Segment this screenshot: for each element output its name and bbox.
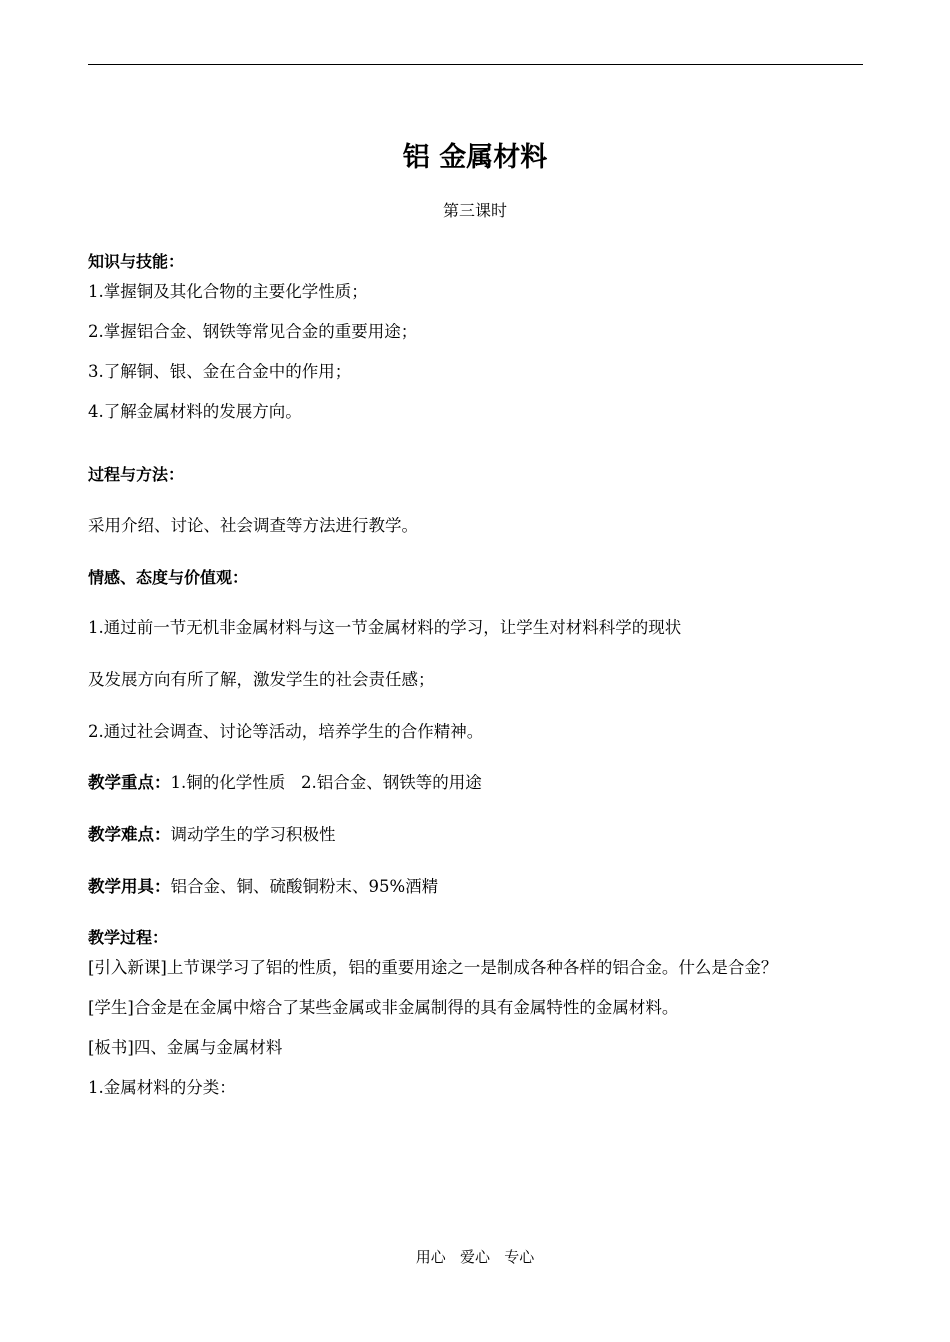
- emotion-item: 及发展方向有所了解，激发学生的社会责任感；: [88, 670, 435, 689]
- procedure-line: [引入新课]上节课学习了铝的性质，铝的重要用途之一是制成各种各样的铝合金。什么是合金？: [88, 958, 778, 977]
- key-points-label: 教学重点：: [88, 773, 171, 792]
- page-title: 铝 金属材料: [402, 142, 548, 173]
- difficulty-text: 调动学生的学习积极性: [170, 825, 336, 844]
- tools-line: [88, 876, 438, 898]
- header-rule: [88, 64, 863, 65]
- emotion-item: 2.通过社会调查、讨论等活动，培养学生的合作精神。: [88, 722, 484, 741]
- key-points-text: 1.铜的化学性质 2.铝合金、钢铁等的用途: [170, 773, 482, 792]
- procedure-line: [学生]合金是在金属中熔合了某些金属或非金属制得的具有金属特性的金属材料。: [88, 998, 679, 1017]
- knowledge-item: 2.掌握铝合金、钢铁等常见合金的重要用途；: [88, 322, 418, 341]
- knowledge-item: 3.了解铜、银、金在合金中的作用；: [88, 362, 352, 381]
- page-footer: 用心 爱心 专心: [415, 1248, 535, 1266]
- emotion-heading: 情感、态度与价值观：: [88, 568, 249, 587]
- tools-text: 铝合金、铜、硫酸铜粉末、95%酒精: [170, 877, 439, 896]
- procedure-line: 1.金属材料的分类：: [88, 1078, 236, 1097]
- process-text: 采用介绍、讨论、社会调查等方法进行教学。: [88, 516, 418, 535]
- lesson-subtitle: 第三课时: [442, 201, 507, 220]
- difficulty-line: [88, 824, 336, 846]
- tools-label: 教学用具：: [88, 877, 171, 896]
- difficulty-label: 教学难点：: [88, 825, 171, 844]
- knowledge-item: 4.了解金属材料的发展方向。: [88, 402, 302, 421]
- procedure-line: [板书]四、金属与金属材料: [88, 1038, 283, 1057]
- key-points-line: [88, 772, 482, 794]
- process-heading: 过程与方法：: [88, 465, 185, 484]
- knowledge-heading: 知识与技能：: [88, 252, 185, 271]
- knowledge-item: 1.掌握铜及其化合物的主要化学性质；: [88, 282, 368, 301]
- procedure-heading: 教学过程：: [88, 928, 169, 947]
- emotion-item: 1.通过前一节无机非金属材料与这一节金属材料的学习，让学生对材料科学的现状: [88, 618, 682, 637]
